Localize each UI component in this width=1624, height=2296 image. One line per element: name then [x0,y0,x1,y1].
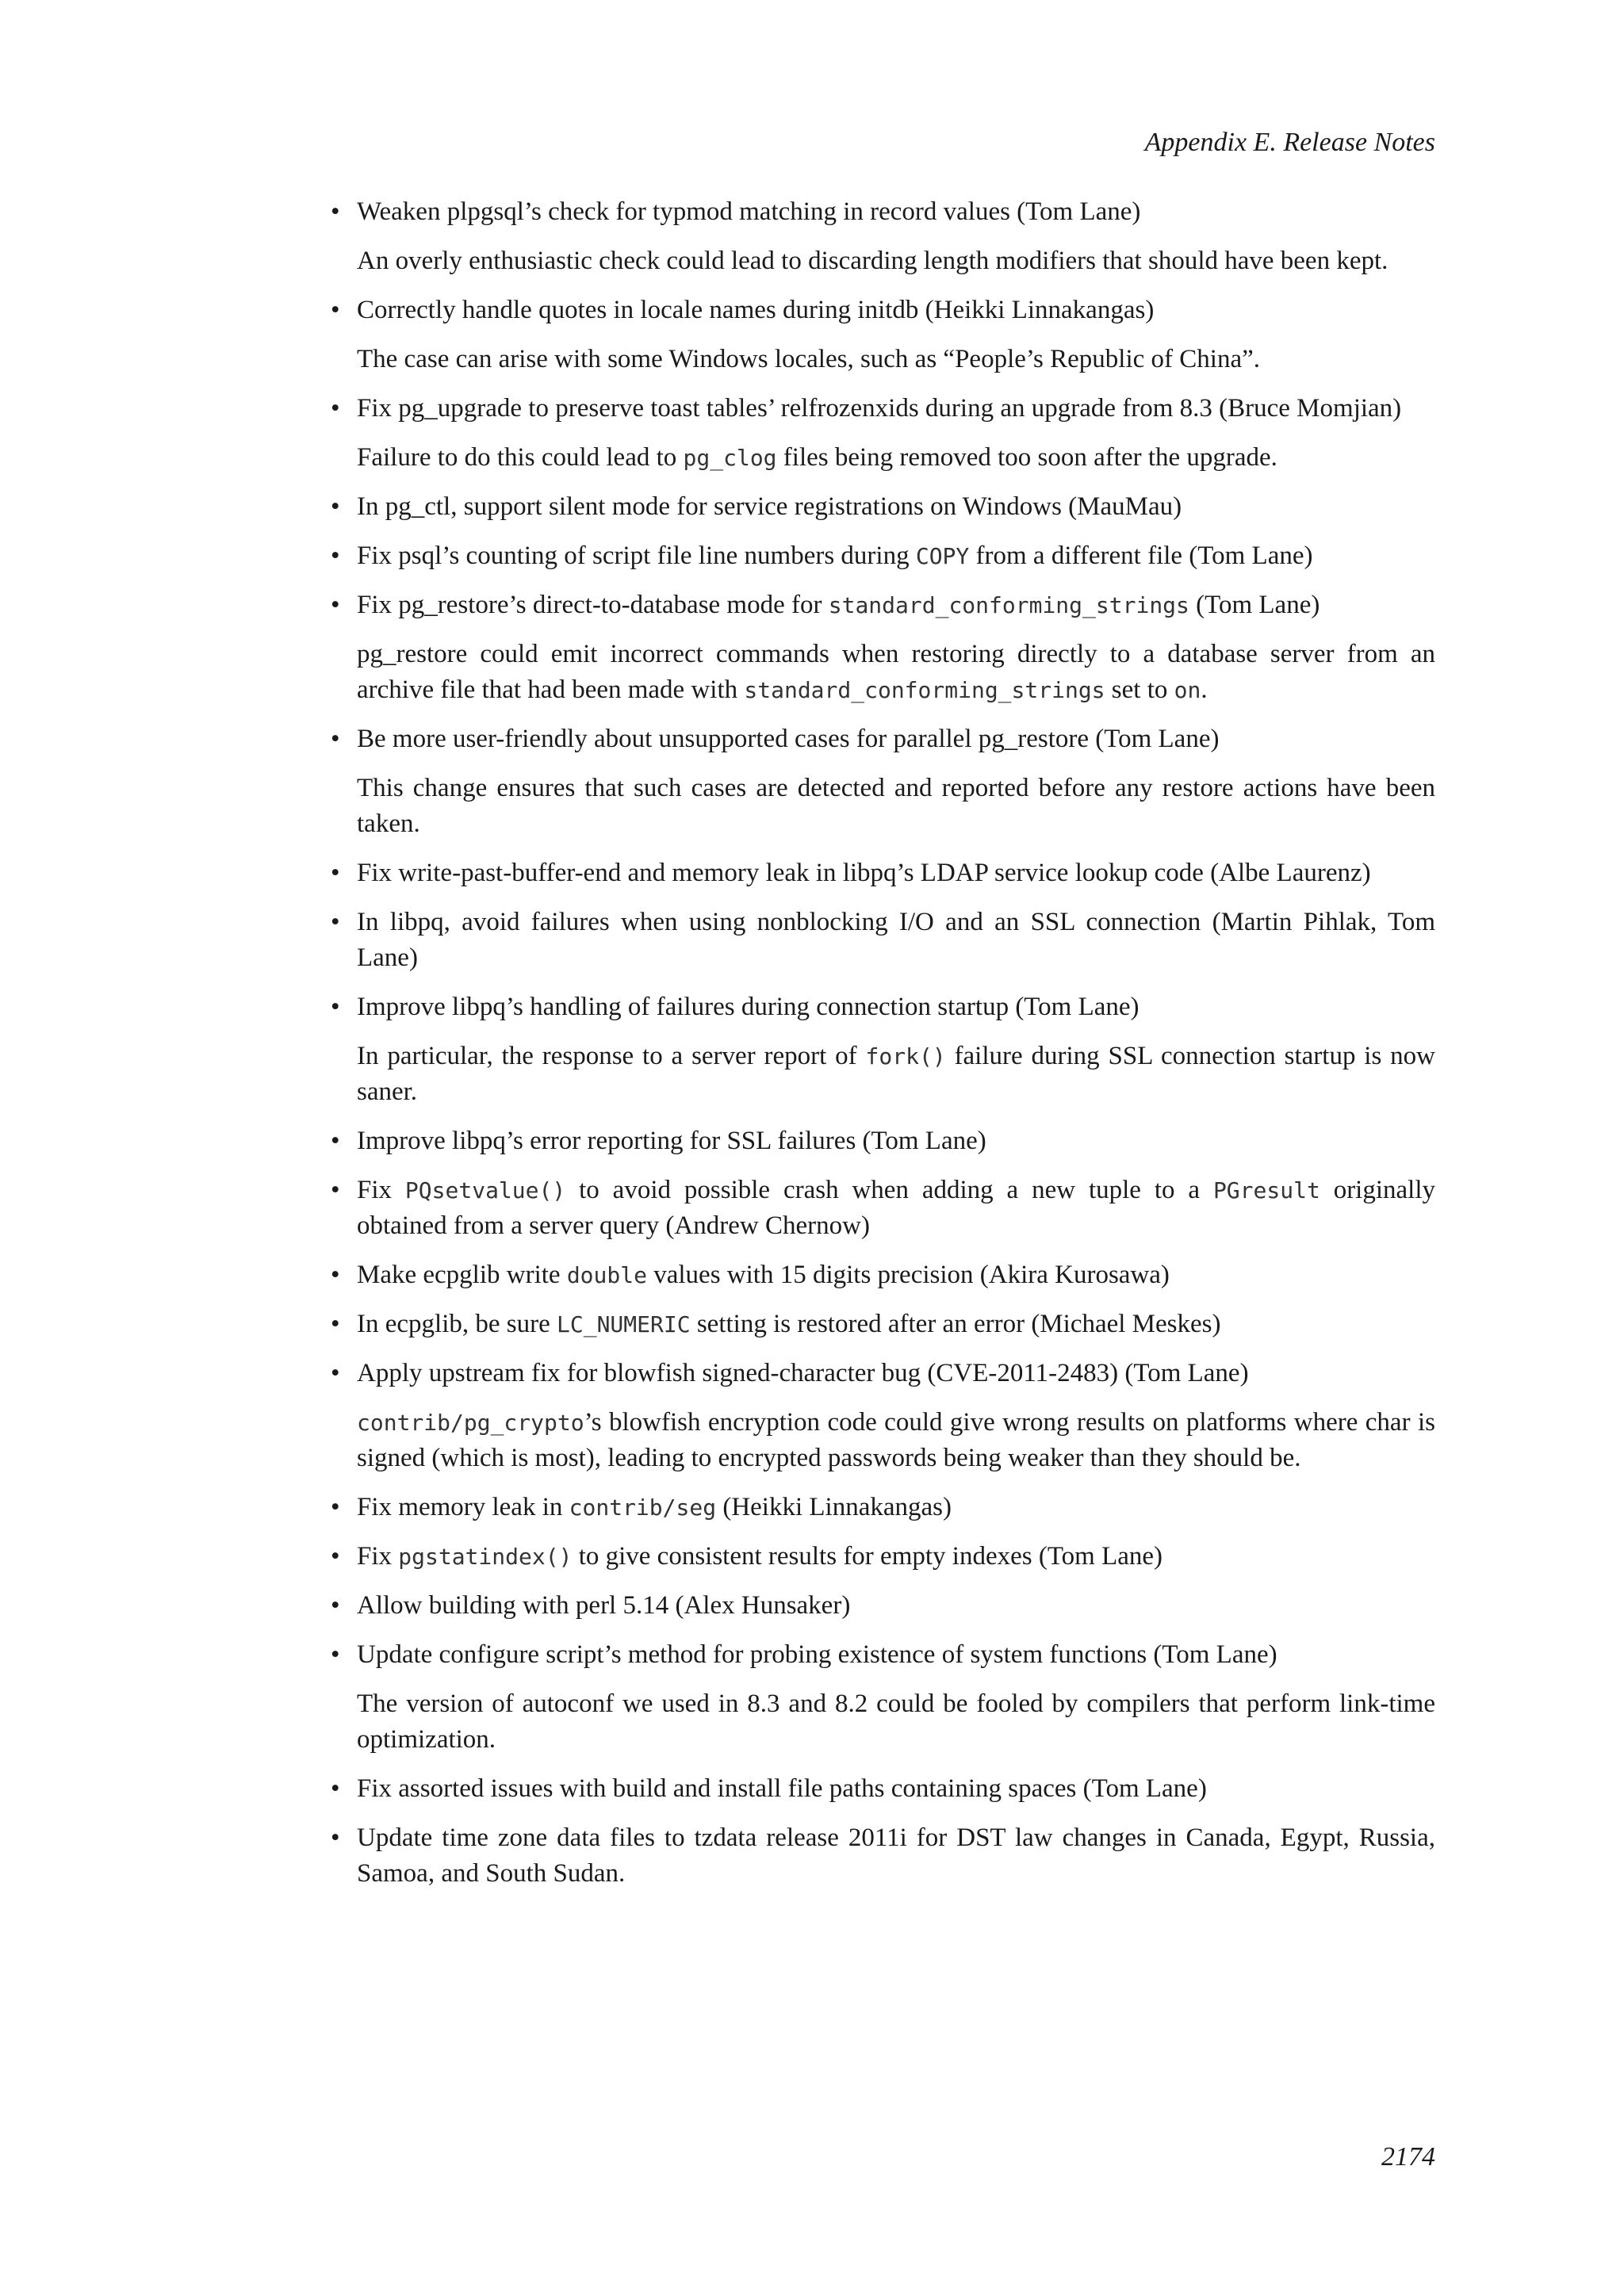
text-run: Be more user-friendly about unsupported cases for parallel pg_restore (Tom Lane) [357,725,1220,753]
bullet-icon: • [331,725,340,753]
release-note-item [325,293,1435,377]
bullet-icon: • [331,1640,340,1669]
item-title [357,293,1435,328]
text-run: Fix psql’s counting of script file line numbers during [357,541,916,570]
bullet-icon: • [331,859,340,887]
release-note-item [325,587,1435,708]
code-literal: pg_clog [683,445,777,471]
page-number: 2174 [1381,2142,1435,2172]
code-literal: contrib/pg_crypto [357,1410,584,1436]
bullet-icon: • [331,1261,340,1289]
release-note-item [325,194,1435,279]
release-note-item [325,1588,1435,1624]
code-literal: fork() [865,1043,946,1070]
code-literal: standard_conforming_strings [828,592,1189,618]
text-run: Fix pg_upgrade to preserve toast tables’ relfrozenxids during an upgrade from 8.3 (Bruce Momjian) [357,394,1402,423]
text-run: originally obtained from a server query (Andrew Chernow) [357,1176,1435,1240]
text-run: The case can arise with some Windows locales, such as “People’s Republic of China”. [357,345,1260,373]
code-literal: PGresult [1212,1177,1320,1203]
text-run: In particular, the response to a server report of [357,1042,866,1070]
release-note-item [325,1539,1435,1575]
release-note-item [325,1356,1435,1476]
release-note-item [325,489,1435,525]
release-note-item [325,721,1435,842]
bullet-icon: • [331,1823,340,1852]
item-title [357,905,1435,976]
code-literal: PQsetvalue() [404,1177,566,1203]
text-run: Failure to do this could lead to [357,443,684,472]
bullet-icon: • [331,394,340,423]
item-title [357,1173,1435,1244]
bullet-icon: • [331,908,340,936]
item-title [357,1588,1435,1624]
release-notes-list [325,194,1435,1905]
release-note-item [325,905,1435,976]
text-run: values with 15 digits precision (Akira Kurosawa) [646,1261,1170,1289]
release-note-item [325,1307,1435,1342]
bullet-icon: • [331,1127,340,1155]
item-note [357,1039,1435,1110]
item-title [357,1539,1435,1575]
text-run: In pg_ctl, support silent mode for service registrations on Windows (MauMau) [357,492,1182,521]
text-run: Allow building with perl 5.14 (Alex Hunsaker) [357,1591,851,1620]
text-run: In libpq, avoid failures when using nonblocking I/O and an SSL connection (Martin Pihlak, Tom Lane) [357,908,1435,972]
item-title [357,194,1435,230]
bullet-icon: • [331,541,340,570]
item-title [357,855,1435,891]
text-run: ’s blowfish encryption code could give wrong results on platforms where char is signed (which is most), leading to encrypted passwords being weaker than they should be. [357,1408,1435,1472]
release-note-item [325,1173,1435,1244]
item-title [357,1307,1435,1342]
item-note [357,1405,1435,1476]
text-run: Fix memory leak in [357,1493,569,1521]
text-run: Improve libpq’s handling of failures during connection startup (Tom Lane) [357,993,1139,1021]
code-literal: double [566,1262,647,1288]
text-run: Correctly handle quotes in locale names during initdb (Heikki Linnakangas) [357,296,1155,324]
item-title [357,1771,1435,1807]
bullet-icon: • [331,993,340,1021]
release-note-item [325,1771,1435,1807]
text-run: Make ecpglib write [357,1261,567,1289]
release-note-item [325,855,1435,891]
text-run: . [1201,675,1208,704]
text-run: Improve libpq’s error reporting for SSL failures (Tom Lane) [357,1127,986,1155]
text-run: Weaken plpgsql’s check for typmod matching in record values (Tom Lane) [357,197,1141,226]
text-run: to avoid possible crash when adding a new tuple to a [565,1176,1213,1204]
text-run: An overly enthusiastic check could lead to discarding length modifiers that should have been kept. [357,247,1388,275]
bullet-icon: • [331,1493,340,1521]
item-note [357,440,1435,476]
text-run: Fix assorted issues with build and install file paths containing spaces (Tom Lane) [357,1774,1207,1803]
code-literal: contrib/seg [569,1494,717,1521]
release-note-item [325,391,1435,476]
text-run: This change ensures that such cases are detected and reported before any restore actions have been taken. [357,774,1435,838]
code-literal: pgstatindex() [398,1544,573,1570]
bullet-icon: • [331,1176,340,1204]
text-run: (Tom Lane) [1189,591,1320,619]
code-literal: LC_NUMERIC [557,1311,691,1337]
item-title [357,989,1435,1025]
text-run: Fix write-past-buffer-end and memory leak in libpq’s LDAP service lookup code (Albe Laurenz) [357,859,1371,887]
item-note [357,771,1435,842]
code-literal: on [1174,677,1201,703]
item-note [357,243,1435,279]
item-title [357,1490,1435,1525]
item-title [357,391,1435,427]
text-run: Fix pg_restore’s direct-to-database mode for [357,591,829,619]
item-title [357,1123,1435,1159]
item-note [357,1686,1435,1758]
bullet-icon: • [331,1359,340,1387]
bullet-icon: • [331,197,340,226]
bullet-icon: • [331,1774,340,1803]
code-literal: COPY [915,543,970,569]
text-run: from a different file (Tom Lane) [969,541,1313,570]
text-run: Fix [357,1176,405,1204]
code-literal: standard_conforming_strings [744,677,1105,703]
text-run: (Heikki Linnakangas) [716,1493,952,1521]
item-title [357,489,1435,525]
release-note-item [325,1637,1435,1758]
text-run: The version of autoconf we used in 8.3 and 8.2 could be fooled by compilers that perform link-time optimization. [357,1689,1435,1754]
text-run: files being removed too soon after the upgrade. [776,443,1277,472]
item-title [357,1356,1435,1391]
bullet-icon: • [331,1591,340,1620]
bullet-icon: • [331,591,340,619]
item-note [357,637,1435,708]
text-run: Fix [357,1542,399,1571]
text-run: set to [1105,675,1174,704]
item-title [357,1820,1435,1892]
item-title [357,587,1435,623]
item-title [357,721,1435,757]
text-run: failure during SSL connection startup is now saner. [357,1042,1436,1106]
bullet-icon: • [331,1310,340,1338]
text-run: Apply upstream fix for blowfish signed-character bug (CVE-2011-2483) (Tom Lane) [357,1359,1249,1387]
item-title [357,1257,1435,1293]
text-run: setting is restored after an error (Michael Meskes) [690,1310,1221,1338]
release-note-item [325,1123,1435,1159]
bullet-icon: • [331,1542,340,1571]
text-run: In ecpglib, be sure [357,1310,557,1338]
release-note-item [325,538,1435,574]
text-run: Update configure script’s method for probing existence of system functions (Tom Lane) [357,1640,1277,1669]
bullet-icon: • [331,492,340,521]
bullet-icon: • [331,296,340,324]
running-header: Appendix E. Release Notes [1144,128,1435,157]
release-note-item [325,989,1435,1110]
item-title [357,538,1435,574]
item-note [357,342,1435,377]
text-run: to give consistent results for empty indexes (Tom Lane) [572,1542,1163,1571]
text-run: pg_restore could emit incorrect commands when restoring directly to a database server from an archive file that had been made with [357,640,1435,704]
item-title [357,1637,1435,1673]
release-note-item [325,1490,1435,1525]
release-note-item [325,1820,1435,1892]
release-note-item [325,1257,1435,1293]
text-run: Update time zone data files to tzdata release 2011i for DST law changes in Canada, Egypt, Russia, Samoa, and South Sudan. [357,1823,1435,1888]
